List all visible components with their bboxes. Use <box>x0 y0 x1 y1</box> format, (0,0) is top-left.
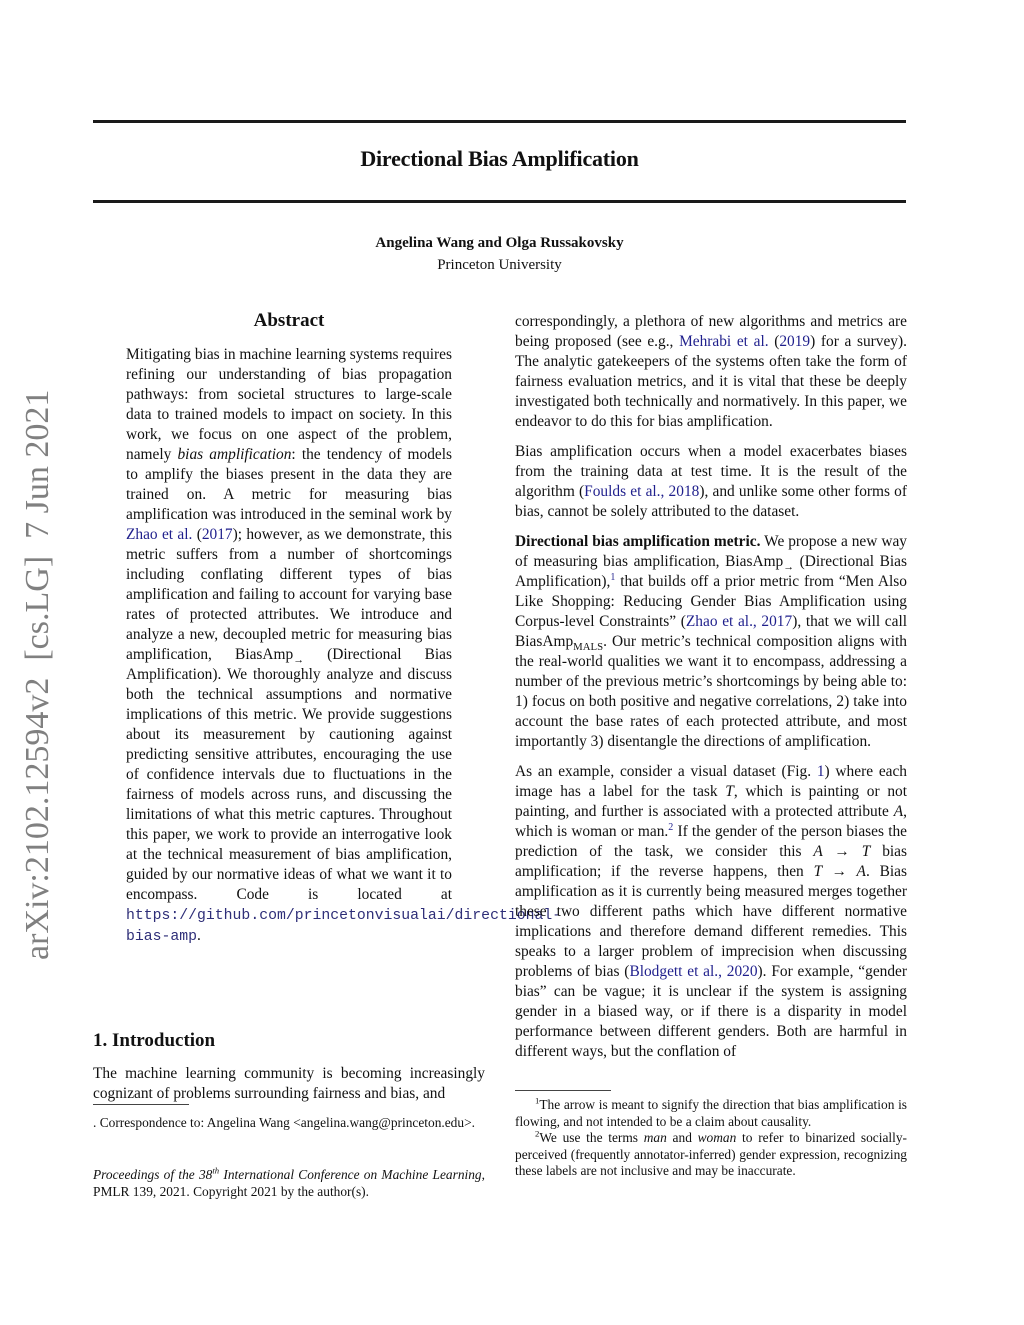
title-top-rule <box>93 120 906 123</box>
ordinal-superscript: th <box>212 1165 220 1176</box>
paragraph-text: ), and unlike some other forms of bias, cannot be solely attributed to the dataset. <box>515 483 907 520</box>
citation-link-mehrabi[interactable]: Mehrabi et al. <box>679 333 769 350</box>
footnote-rule <box>515 1090 611 1091</box>
footnote-emphasis: man <box>643 1130 667 1145</box>
paragraph-text: bias amplification; if the reverse happens, then <box>515 843 907 880</box>
mals-subscript: MALS <box>573 641 604 654</box>
abstract-text: Mitigating bias in machine learning systems requires refining our understanding of bias propagation pathways: from societal structures to large-scale data to trained models to impact on society. In this work, we focus on one aspect of the problem, namely <box>126 346 452 463</box>
abstract-heading: Abstract <box>253 310 325 331</box>
footnote-text: We use the terms <box>539 1130 644 1145</box>
paragraph-text: Bias amplification occurs when a model exacerbates biases from the training data at test time. It is the result of the algorithm ( <box>515 443 907 500</box>
copyright-text: , PMLR 139, 2021. Copyright 2021 by the author(s). <box>93 1167 485 1199</box>
footnote-ref-2[interactable]: 2 <box>668 821 674 833</box>
affiliation: Princeton University <box>437 257 562 273</box>
paragraph-text: , which is woman or man. <box>515 803 907 840</box>
math-expression: T → A <box>813 863 866 880</box>
figure-ref-link[interactable]: 1 <box>816 763 825 780</box>
abstract-text: (Directional Bias Amplification). We thoroughly analyze and discuss both the technical assumptions and normative implications of this metric. We provide suggestions about its measurement by cautioning against predicting sensitive attributes, encouraging the use of confidence intervals due to fluctuations in the fairness of models across runs, and discussing the limitations of what this metric captures. Throughout this paper, we work to provide an interrogative look at the technical measurement of bias amplification, guided by our normative ideas of what we want it to encompass. Code is located at <box>126 646 452 903</box>
citation-link-blodgett[interactable]: Blodgett et al., 2020 <box>629 963 758 980</box>
citation-link-mehrabi-year[interactable]: 2019 <box>779 333 811 350</box>
abstract-text: . <box>197 927 201 944</box>
paragraph-text: . Our metric’s technical composition aligns with the real-world qualities we want it to encompass, addressing a number of the previous metric’s shortcomings by being able to: 1) focus on both positive and negative correlations, 2) take into account the base rates of each protected attribute, and most importantly 3) disentangle the directions of amplification. <box>515 633 907 750</box>
paragraph-text: As an example, consider a visual dataset (Fig. <box>515 763 817 780</box>
author-list: Angelina Wang and Olga Russakovsky <box>375 235 624 251</box>
paragraph <box>515 762 907 1062</box>
arrow-subscript: → <box>783 561 795 574</box>
paragraph-text: If the gender of the person biases the prediction of the task, we consider this <box>515 823 907 860</box>
arrow-subscript: → <box>293 654 304 667</box>
abstract-emphasis: bias amplification <box>177 446 292 463</box>
paragraph-text: , which is painting or not painting, and further is associated with a protected attribute <box>515 783 907 820</box>
footnote-text: The arrow is meant to signify the direction that bias amplification is flowing, and not intended to be a claim about causality. <box>515 1097 907 1129</box>
proceedings-note <box>93 1166 485 1200</box>
abstract-text: ; however, as we demonstrate, this metric suffers from a number of shortcomings including conflating different types of bias amplification and failing to account for varying base rates of protected attributes. We introduce and analyze a new, decoupled metric for measuring bias amplification, BiasAmp <box>126 526 452 663</box>
right-column <box>515 312 907 1072</box>
footnote-2 <box>515 1130 907 1180</box>
paragraph <box>515 442 907 522</box>
proceedings-venue: International Conference on Machine Learning <box>219 1167 482 1182</box>
abstract-body: Mitigating bias in machine learning systems requires refining our understanding of bias propagation pathways: from societal structures to large-scale data to trained models to impact on society. In this work, we focus on one aspect of the problem, namely bias amplification: the tendency of models to amplify the biases present in the data they are trained on. A metric for measuring bias amplification was introduced in the seminal work by Zhao et al. (2017); however, as we demonstrate, this metric suffers from a number of shortcomings including conflating different types of bias amplification and failing to account for varying base rates of protected attributes. We introduce and analyze a new, decoupled metric for measuring bias amplification, BiasAmp$_\to$ (Directional Bias Amplification). We thoroughly analyze and discuss both the technical assumptions and normative implications of this metric. We provide suggestions about its measurement by cautioning against predicting sensitive attributes, encouraging the use of confidence intervals due to fluctuations in the fairness of models across runs, and discussing the limitations of what this metric captures. Throughout this paper, we work to provide an interrogative look at the technical measurement of bias amplification, guided by our normative ideas of what we want it to encompass. Code is located at https://github.com/princetonvisualai/directional-bias-amp. <box>126 346 562 945</box>
paragraph-text: correspondingly, a plethora of new algorithms and metrics are being proposed (see e.g., <box>515 313 907 350</box>
citation-link-zhao[interactable]: Zhao et al. <box>126 526 193 543</box>
footnote-number: 2 <box>535 1128 540 1139</box>
citation-link-zhao-2[interactable]: Zhao et al., 2017 <box>685 613 793 630</box>
paragraph-text: that builds off a prior metric from “Men Also Like Shopping: Reducing Gender Bias Amplification using Corpus-level Constraints” ( <box>515 573 907 630</box>
paragraph-text: ) for a survey). The analytic gatekeepers of the systems often take the form of fairness evaluation metrics, and it is vital that these be deeply investigated both technically and normatively. In this paper, we endeavor to do this for bias amplification. <box>515 333 907 430</box>
section-heading-introduction: 1. Introduction <box>93 1030 216 1051</box>
paragraph-text: ). For example, “gender bias” can be vague; it is unclear if the system is assigning gender in a biased way, or if there is a disparity in model performance between different genders. Both are harmful in different ways, but the conflation of <box>515 963 907 1060</box>
citation-link-zhao-year[interactable]: 2017 <box>201 526 233 543</box>
correspondence-note: . Correspondence to: Angelina Wang <angelina.wang@princeton.edu>. <box>93 1115 475 1130</box>
title-bottom-rule <box>93 200 906 203</box>
paragraph <box>515 532 907 752</box>
footnote-rule <box>93 1104 189 1105</box>
paragraph-text: ) where each image has a label for the task <box>515 763 908 800</box>
paragraph-text: We propose a new way of measuring bias amplification, BiasAmp <box>515 533 907 570</box>
code-url-link[interactable]: https://github.com/princetonvisualai/directional-bias-amp <box>126 908 562 945</box>
arxiv-identifier-stamp: arXiv:2102.12594v2 [cs.LG] 7 Jun 2021 <box>19 389 56 960</box>
footnote-emphasis: woman <box>697 1130 737 1145</box>
abstract-text: : the tendency of models to amplify the biases present in the data they are trained on. A metric for measuring bias amplification was introduced in the seminal work by <box>126 446 452 523</box>
paragraph-heading: Directional bias amplification metric. <box>515 533 761 550</box>
paragraph-text: (Directional Bias Amplification), <box>515 553 907 590</box>
introduction-body: The machine learning community is becoming increasingly cognizant of problems surrounding fairness and bias, and <box>93 1065 485 1102</box>
footnote-text: to refer to binarized socially-perceived (frequently annotator-inferred) gender expression, recognizing these labels are not inclusive and may be inaccurate. <box>515 1130 908 1178</box>
footnote-ref-1[interactable]: 1 <box>610 571 616 583</box>
footnote-1 <box>515 1097 907 1130</box>
citation-link-foulds[interactable]: Foulds et al., 2018 <box>584 483 700 500</box>
paper-title: Directional Bias Amplification <box>360 146 639 171</box>
paragraph-text: ), that we will call BiasAmp <box>515 613 907 650</box>
paragraph-text: . Bias amplification as it is currently being measured merges together these two different paths which have different normative implications and therefore demand different remedies. This speaks to a larger problem of imprecision when discussing problems of bias ( <box>515 863 907 980</box>
footnote-text: and <box>666 1130 698 1145</box>
math-variable: A <box>893 803 904 820</box>
footnotes <box>515 1097 907 1180</box>
math-expression: A → T <box>813 843 871 860</box>
math-variable: T <box>725 783 734 800</box>
footnote-number: 1 <box>535 1095 540 1106</box>
paragraph: correspondingly, a plethora of new algorithms and metrics are being proposed (see e.g., Mehrabi et al. (2019) for a survey). The analytic gatekeepers of the systems often take the form of fairness evaluation metrics, and it is vital that these be deeply investigated both technically and normatively. In this paper, we endeavor to do this for bias amplification. <box>515 313 907 430</box>
proceedings-venue: Proceedings of the 38 <box>93 1167 213 1182</box>
